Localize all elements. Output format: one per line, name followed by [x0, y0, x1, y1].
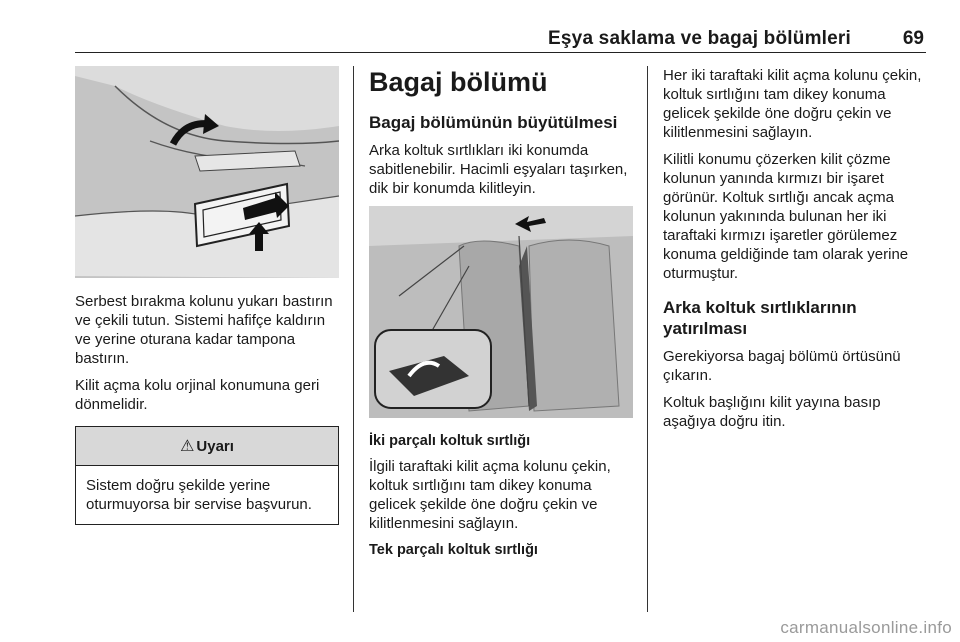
paragraph: Kilitli konumu çözerken kilit çözme kolunun yanında kırmızı bir işaret görünür. Koltuk sırtlığı ancak açma kolunun yakınında bulunan her iki taraftaki kırmızı işaretler görülemez konuma geldiğinde tam olarak yerine oturmuştur. [663, 151, 909, 282]
warning-header [76, 427, 338, 466]
page-number: 69 [902, 28, 924, 49]
section-subheading: Arka koltuk sırtlıklarının yatırılması [663, 298, 857, 338]
column-3 [663, 66, 927, 439]
column-1 [75, 66, 339, 525]
warning-triangle-icon: ⚠ [180, 437, 195, 455]
column-divider [353, 66, 354, 612]
subheading: Tek parçalı koltuk sırtlığı [369, 542, 538, 558]
paragraph: Serbest bırakma kolunu yukarı bastırın ve çekili tutun. Sistemi hafifçe kaldırın ve yerine oturana kadar tampona bastırın. [75, 293, 333, 367]
subheading: İki parçalı koltuk sırtlığı [369, 433, 531, 449]
paragraph: Her iki taraftaki kilit açma kolunu çekin, koltuk sırtlığını tam dikey konuma gelicek şekilde öne doğru çekin ve kilitlenmesini sağlayın. [663, 67, 922, 141]
tailgate-release-figure [75, 66, 339, 278]
paragraph: İlgili taraftaki kilit açma kolunu çekin, koltuk sırtlığını tam dikey konuma gelicek şekilde öne doğru çekin ve kilitlenmesini sağlayın. [369, 458, 611, 532]
warning-body: Sistem doğru şekilde yerine oturmuyorsa bir servise başvurun. [86, 477, 312, 513]
warning-title: Uyarı [196, 437, 234, 455]
warning-box [75, 426, 339, 525]
section-heading: Bagaj bölümü [369, 67, 548, 97]
paragraph: Arka koltuk sırtlıkları iki konumda sabitlenebilir. Hacimli eşyaları taşırken, dik bir konumda kilitleyin. [369, 142, 628, 197]
section-subheading: Bagaj bölümünün büyütülmesi [369, 113, 618, 132]
page-header [75, 28, 926, 53]
seatback-lock-figure [369, 206, 633, 418]
column-2 [369, 66, 633, 566]
paragraph: Gerekiyorsa bagaj bölümü örtüsünü çıkarın. [663, 348, 901, 384]
page-header-title: Eşya saklama ve bagaj bölümleri [548, 28, 851, 49]
watermark: carmanualsonline.info [780, 618, 952, 637]
column-divider [647, 66, 648, 612]
paragraph: Koltuk başlığını kilit yayına basıp aşağıya doğru itin. [663, 394, 881, 430]
paragraph: Kilit açma kolu orjinal konumuna geri dönmelidir. [75, 377, 320, 413]
